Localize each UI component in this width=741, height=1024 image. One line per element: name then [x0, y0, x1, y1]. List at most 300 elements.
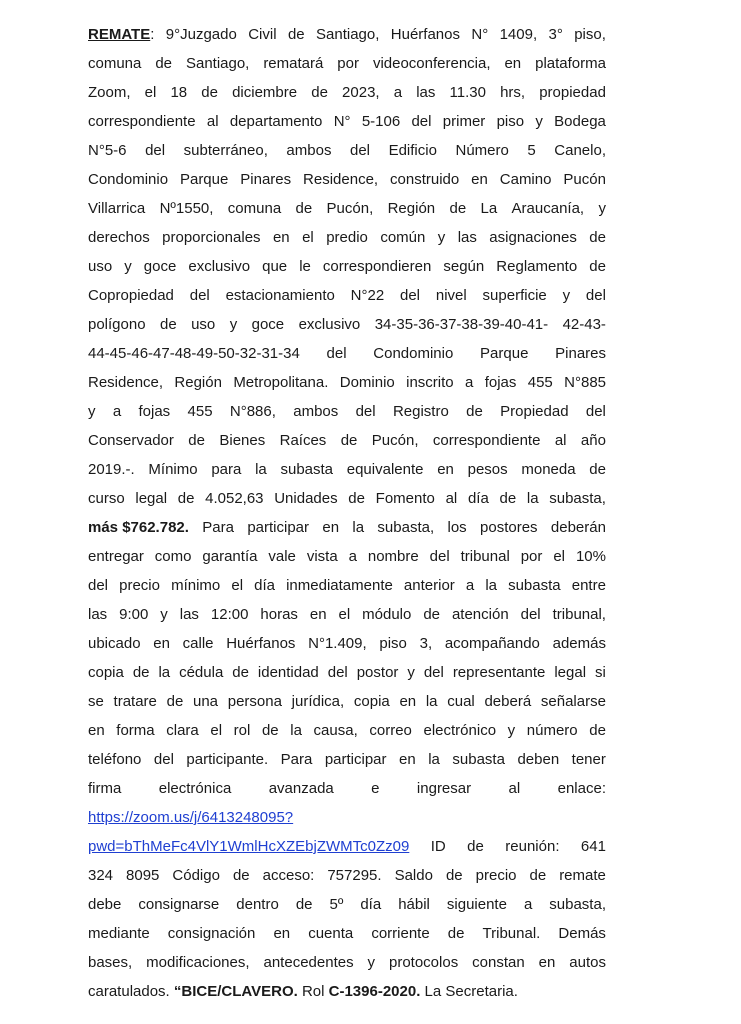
notice-line-words — [88, 890, 606, 919]
word: el — [338, 606, 351, 623]
word: exclusivo — [298, 316, 361, 333]
notice-line — [88, 223, 606, 252]
word: 2019.-. — [88, 461, 135, 478]
word: Residence, — [88, 374, 164, 391]
word: diciembre — [232, 84, 298, 101]
word: 455 — [527, 374, 553, 391]
word: copia — [353, 693, 390, 710]
notice-line-words — [88, 339, 606, 368]
word: N°885 — [564, 374, 606, 391]
word: inmediatamente — [286, 577, 393, 594]
word: de — [499, 490, 517, 507]
word: Camino — [499, 171, 552, 188]
word: el — [231, 577, 244, 594]
word: Pucón, — [371, 432, 419, 449]
word: los — [447, 519, 467, 536]
notice-line — [88, 455, 606, 484]
word: Pinares — [555, 345, 606, 362]
word: a — [465, 577, 475, 594]
word: a — [112, 403, 122, 420]
word: Edificio — [388, 142, 437, 159]
notice-line-words — [88, 455, 606, 484]
word: acompañando — [444, 635, 540, 652]
word: nivel — [435, 287, 467, 304]
word: corriente — [371, 925, 430, 942]
word: y — [407, 664, 415, 681]
word: N°5-6 — [88, 142, 127, 159]
word: : — [150, 26, 155, 43]
word: moneda — [521, 461, 576, 478]
notice-line-words — [88, 542, 606, 571]
word: y — [88, 403, 96, 420]
notice-line — [88, 658, 606, 687]
notice-line — [88, 687, 606, 716]
word: Código — [172, 867, 220, 884]
word: en — [153, 635, 170, 652]
word: uso — [88, 258, 113, 275]
word: al — [554, 432, 567, 449]
word: cédula — [179, 664, 224, 681]
word: del — [189, 287, 210, 304]
word: teléfono — [88, 751, 142, 768]
word: Bodega — [554, 113, 606, 130]
word: N°22 — [350, 287, 385, 304]
word: rol — [233, 722, 251, 739]
notice-body-1 — [88, 49, 606, 513]
final-text: caratulados. — [88, 983, 174, 1000]
word: 9°Juzgado — [165, 26, 237, 43]
word: Mínimo — [148, 461, 198, 478]
word: las — [457, 229, 477, 246]
word: horas — [260, 606, 298, 623]
word: cuenta — [308, 925, 354, 942]
word: N°886, — [229, 403, 276, 420]
word: goce — [251, 316, 285, 333]
word: precio — [119, 577, 160, 594]
zoom-link[interactable]: https://zoom.us/j/6413248095? — [88, 809, 294, 826]
word: postores — [480, 519, 538, 536]
word: de — [348, 490, 365, 507]
notice-line-words — [88, 658, 606, 687]
zoom-link-continued[interactable]: pwd=bThMeFc4VlY1WmlHcXZEbjZWMTc0Zz09 — [88, 838, 410, 855]
word: en — [273, 925, 291, 942]
notice-line — [88, 310, 606, 339]
word: Registro — [392, 403, 449, 420]
word: uso — [191, 316, 216, 333]
word: y — [562, 287, 571, 304]
word: Zoom, — [88, 84, 131, 101]
word: el — [210, 722, 223, 739]
word: 44-45-46-47-48-49-50-32-31-34 — [88, 345, 300, 362]
word: de — [232, 867, 250, 884]
notice-line — [88, 571, 606, 600]
word: comuna — [88, 55, 142, 72]
notice-line — [88, 600, 606, 629]
word: si — [595, 664, 606, 681]
word: del — [520, 606, 541, 623]
notice-line-words — [88, 571, 606, 600]
word: causa, — [313, 722, 358, 739]
word: en — [437, 461, 454, 478]
word: nombre — [367, 548, 419, 565]
word: que — [262, 258, 288, 275]
notice-line — [88, 745, 606, 774]
word: ingresar — [416, 780, 472, 797]
word: Huérfanos — [390, 26, 460, 43]
notice-line — [88, 803, 606, 832]
word: la — [425, 693, 438, 710]
word: 4.052,63 — [205, 490, 264, 507]
word: consignación — [167, 925, 256, 942]
word: garantía — [202, 548, 258, 565]
word: además — [552, 635, 606, 652]
word: la — [485, 577, 497, 594]
notice-line — [88, 919, 606, 948]
word: y — [367, 954, 376, 971]
word: en — [309, 606, 327, 623]
word: Demás — [558, 925, 606, 942]
word: de — [589, 722, 606, 739]
word: propiedad — [539, 84, 606, 101]
word: polígono — [88, 316, 146, 333]
word: de — [445, 867, 463, 884]
word: cual — [447, 693, 475, 710]
word: derechos — [88, 229, 150, 246]
word: mediante — [88, 925, 150, 942]
word: en — [322, 519, 340, 536]
word: Copropiedad — [88, 287, 174, 304]
word: 1409, — [499, 26, 538, 43]
word: el — [553, 548, 566, 565]
word: Araucanía, — [511, 200, 585, 217]
word: fojas — [138, 403, 171, 420]
notice-line-words — [88, 165, 606, 194]
word: a — [465, 374, 474, 391]
word: enlace: — [557, 780, 606, 797]
word: identidad — [257, 664, 319, 681]
word: de — [589, 229, 606, 246]
notice-line-words — [88, 223, 606, 252]
word: las — [416, 84, 436, 101]
word: videoconferencia, — [372, 55, 491, 72]
word: siguiente — [446, 896, 507, 913]
word: equivalente — [346, 461, 424, 478]
word: 3° — [548, 26, 563, 43]
word: correo — [369, 722, 412, 739]
word: debe — [88, 896, 122, 913]
word: a — [393, 84, 403, 101]
word: Villarrica — [88, 200, 146, 217]
notice-line — [88, 716, 606, 745]
word: participar — [324, 751, 387, 768]
word: de — [261, 722, 279, 739]
word: Canelo, — [554, 142, 606, 159]
word: la — [526, 490, 539, 507]
word: participante. — [186, 751, 269, 768]
word: Civil — [248, 26, 277, 43]
word: Tribunal. — [482, 925, 541, 942]
word: 5 — [527, 142, 536, 159]
word: legal — [135, 490, 168, 507]
word: correspondiente — [88, 113, 196, 130]
notice-line-words — [88, 600, 606, 629]
word: como — [154, 548, 192, 565]
word: antecedentes — [263, 954, 354, 971]
word: de — [589, 258, 606, 275]
word: 42-43- — [562, 316, 606, 333]
notice-line-words — [88, 194, 606, 223]
word: vista — [306, 548, 338, 565]
notice-line — [88, 774, 606, 803]
word: de — [340, 432, 358, 449]
case-name: “BICE/CLAVERO. — [173, 983, 298, 1000]
word: de — [295, 200, 313, 217]
word: Fomento — [375, 490, 435, 507]
word: le — [299, 258, 311, 275]
word: curso — [88, 490, 125, 507]
word: 18 — [170, 84, 188, 101]
notice-line — [88, 252, 606, 281]
word: Residence, — [303, 171, 379, 188]
word: Pucón, — [326, 200, 374, 217]
word: subterráneo, — [183, 142, 268, 159]
word: piso — [379, 635, 407, 652]
word: y — [535, 113, 543, 130]
word: precio — [475, 867, 517, 884]
word: de — [232, 664, 249, 681]
notice-line — [88, 629, 606, 658]
word: Conservador — [88, 432, 174, 449]
word: ambos — [286, 142, 332, 159]
notice-line — [88, 948, 606, 977]
word: una — [193, 693, 219, 710]
notice-line-words — [88, 136, 606, 165]
word: según — [443, 258, 485, 275]
word: común — [380, 229, 426, 246]
word: de — [159, 316, 177, 333]
word: 34-35-36-37-38-39-40-41- — [374, 316, 549, 333]
word: de — [132, 664, 150, 681]
word: e — [371, 780, 380, 797]
word: del — [153, 751, 174, 768]
word: jurídica, — [291, 693, 345, 710]
word: del — [585, 403, 606, 420]
word: Número — [455, 142, 509, 159]
word: la — [428, 751, 440, 768]
notice-line-words — [88, 629, 606, 658]
word: Región — [387, 200, 436, 217]
word: La — [480, 200, 498, 217]
word: correspondiente — [432, 432, 541, 449]
word: Parque — [179, 171, 229, 188]
word: copia — [88, 664, 124, 681]
word: pesos — [467, 461, 508, 478]
word: avanzada — [268, 780, 334, 797]
word: superficie — [482, 287, 547, 304]
word: de — [295, 896, 313, 913]
word: remate — [559, 867, 606, 884]
word: Unidades — [274, 490, 338, 507]
word: deben — [517, 751, 560, 768]
word: Raíces — [279, 432, 327, 449]
word: construido — [390, 171, 460, 188]
word: y — [160, 606, 168, 623]
word: constan — [472, 954, 525, 971]
word: piso — [496, 113, 525, 130]
word: de — [589, 461, 606, 478]
notice-line — [88, 890, 606, 919]
word: en — [399, 693, 417, 710]
word: goce — [143, 258, 177, 275]
word: legal — [554, 664, 587, 681]
notice-line-words — [88, 426, 606, 455]
word: entregar — [88, 548, 144, 565]
notice-line-words — [88, 397, 606, 426]
notice-line — [88, 484, 606, 513]
word: de — [287, 26, 305, 43]
word: para — [211, 461, 242, 478]
notice-line — [88, 107, 606, 136]
word: la — [352, 519, 365, 536]
word: 9:00 — [119, 606, 149, 623]
word: Pucón — [563, 171, 606, 188]
word: proporcionales — [162, 229, 261, 246]
word: 5-106 — [361, 113, 401, 130]
word: Condominio — [373, 345, 454, 362]
word: firma — [88, 780, 122, 797]
word: persona — [227, 693, 282, 710]
word: la — [158, 664, 171, 681]
notice-line — [88, 78, 606, 107]
notice-line-words — [88, 252, 606, 281]
notice-line-words — [88, 281, 606, 310]
word: Saldo — [394, 867, 433, 884]
word: subasta — [452, 751, 505, 768]
word: clara — [166, 722, 199, 739]
word: deberá — [484, 693, 532, 710]
word: la — [255, 461, 267, 478]
word: autos — [569, 954, 606, 971]
word: módulo — [362, 606, 412, 623]
word: y — [229, 316, 238, 333]
word: correspondieren — [322, 258, 432, 275]
word: mínimo — [171, 577, 221, 594]
word: en — [272, 229, 290, 246]
word: subasta — [280, 461, 334, 478]
notice-line-words — [88, 716, 606, 745]
word: del — [88, 577, 109, 594]
notice-heading: REMATE — [88, 26, 151, 43]
notice-line — [88, 513, 606, 542]
word: las — [179, 606, 199, 623]
word: ambos — [293, 403, 339, 420]
word: en — [399, 751, 416, 768]
notice-line — [88, 136, 606, 165]
word: de — [447, 925, 465, 942]
word: asignaciones — [489, 229, 577, 246]
word: fojas — [484, 374, 517, 391]
word: de — [449, 200, 467, 217]
word: Dominio — [339, 374, 395, 391]
notice-body-3 — [88, 861, 606, 977]
word: el — [144, 84, 157, 101]
word: de — [155, 55, 173, 72]
word: 324 — [88, 867, 114, 884]
word: subasta, — [377, 519, 435, 536]
word: 455 — [187, 403, 213, 420]
word: 757295. — [327, 867, 382, 884]
word: Metropolitana. — [233, 374, 329, 391]
word: año — [580, 432, 606, 449]
word: exclusivo — [188, 258, 251, 275]
word: del — [400, 287, 421, 304]
word: departamento — [229, 113, 323, 130]
word: Reglamento — [496, 258, 578, 275]
notice-line-words — [88, 49, 606, 78]
word: subasta, — [549, 490, 606, 507]
word: y — [507, 722, 516, 739]
word: y — [598, 200, 606, 217]
word: al — [445, 490, 458, 507]
word: y — [437, 229, 446, 246]
notice-line — [88, 426, 606, 455]
word: del — [326, 345, 347, 362]
word: N°1.409, — [308, 635, 367, 652]
word: participar — [247, 519, 310, 536]
notice-line — [88, 339, 606, 368]
word: calle — [182, 635, 214, 652]
word: 11.30 — [449, 84, 486, 101]
word: día — [467, 490, 489, 507]
word: Huérfanos — [226, 635, 296, 652]
word: Región — [174, 374, 222, 391]
word: vale — [268, 548, 296, 565]
notice-line — [88, 20, 606, 49]
notice-line-words — [88, 310, 606, 339]
word: por — [520, 548, 543, 565]
notice-line-words — [88, 774, 606, 803]
word: Para — [202, 519, 234, 536]
word: predio — [326, 229, 368, 246]
word: Condominio — [88, 171, 169, 188]
case-rol: C-1396-2020. — [328, 983, 421, 1000]
word: tratare — [113, 693, 157, 710]
notice-line-words — [88, 78, 606, 107]
word: de — [529, 867, 547, 884]
word: ID — [430, 838, 446, 855]
word: anterior — [403, 577, 455, 594]
word: las — [88, 606, 108, 623]
word: día — [360, 896, 382, 913]
word: de — [423, 606, 440, 623]
word: el — [302, 229, 314, 246]
word: deberán — [550, 519, 606, 536]
word: Propiedad — [500, 403, 569, 420]
notice-body-2 — [88, 542, 606, 803]
word: de — [311, 84, 328, 101]
word: en — [88, 722, 105, 739]
word: hábil — [398, 896, 430, 913]
word: estacionamiento — [225, 287, 335, 304]
word: de — [177, 490, 195, 507]
word: al — [206, 113, 219, 130]
signature-text: La Secretaria. — [420, 983, 518, 1000]
word: Pinares — [240, 171, 292, 188]
word: del — [585, 287, 606, 304]
word: Nº1550, — [159, 200, 214, 217]
word: forma — [116, 722, 155, 739]
word: 10% — [575, 548, 606, 565]
